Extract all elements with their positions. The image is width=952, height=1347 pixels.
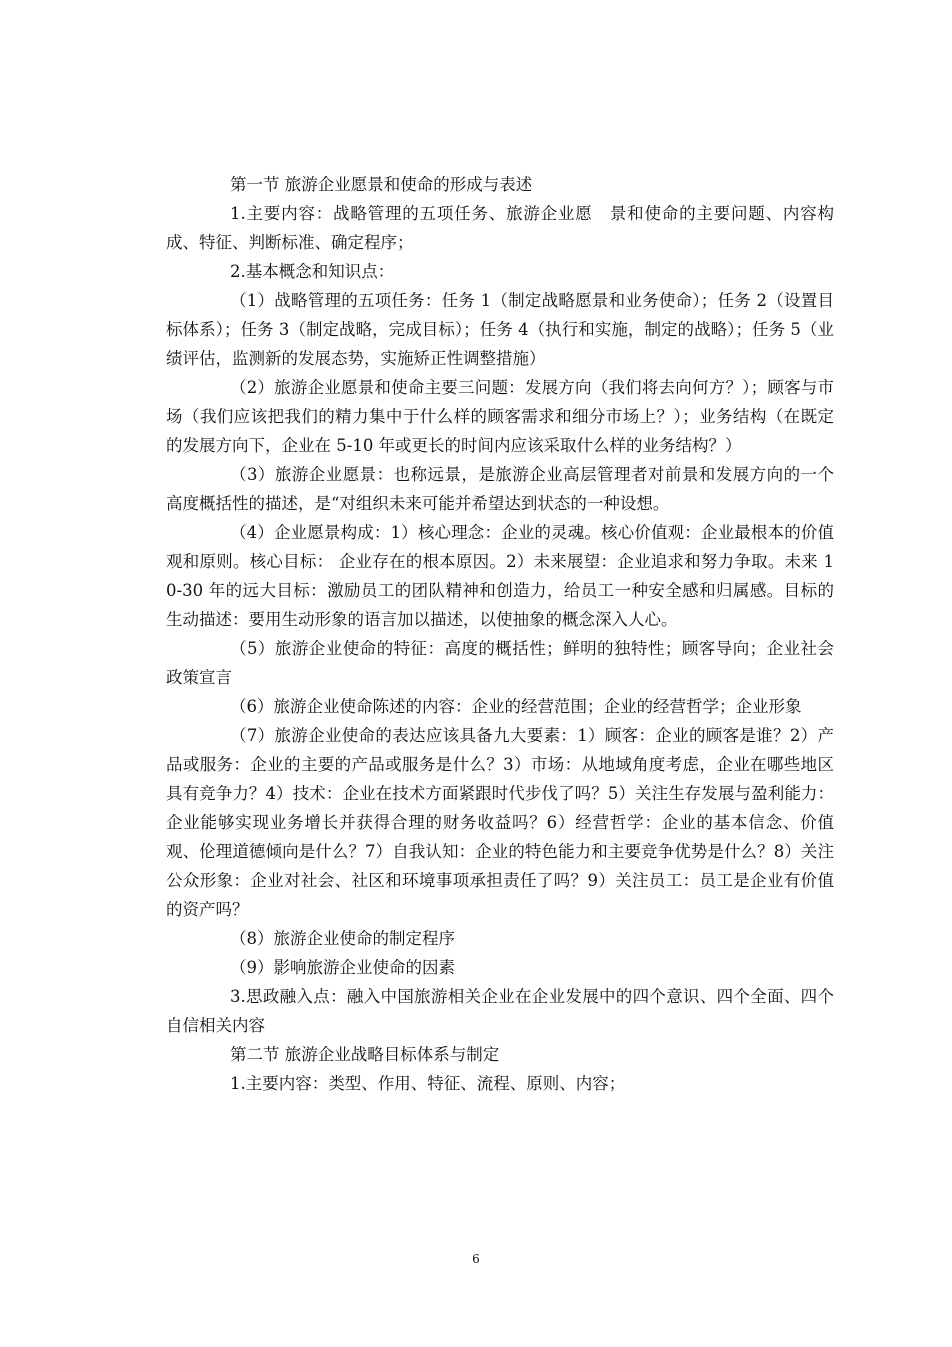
list-item-9: （9）影响旅游企业使命的因素 (230, 958, 455, 977)
paragraph-ideology: 3.思政融入点：融入中国旅游相关企业在企业发展中的四个意识、四个全面、四个自信相关内容 (166, 987, 834, 1035)
page-number: 6 (472, 1252, 480, 1266)
paragraph-main-content: 1.主要内容：战略管理的五项任务、旅游企业愿 景和使命的主要问题、内容构成、特征、判断标准、确定程序； (166, 204, 834, 252)
list-item-8: （8）旅游企业使命的制定程序 (230, 929, 455, 948)
list-item-7: （7）旅游企业使命的表达应该具备九大要素：1）顾客：企业的顾客是谁？2）产品或服务：企业的主要的产品或服务是什么？3）市场：从地域角度考虑，企业在哪些地区具有竞争力？4）技术：企业在技术方面紧跟时代步伐了吗？5）关注生存发展与盈利能力：企业能够实现业务增长并获得合理的财务收益吗？6）经营哲学：企业的基本信念、价值观、伦理道德倾向是什么？7）自我认知：企业的特色能力和主要竞争优势是什么？8）关注公众形象：企业对社会、社区和环境事项承担责任了吗？9）关注员工：员工是企业有价值的资产吗？ (166, 726, 834, 919)
section-heading-1: 第一节 旅游企业愿景和使命的形成与表述 (230, 175, 533, 194)
page-body (166, 170, 834, 1098)
list-item-6: （6）旅游企业使命陈述的内容：企业的经营范围；企业的经营哲学；企业形象 (230, 697, 802, 716)
list-item-1: （1）战略管理的五项任务：任务 1（制定战略愿景和业务使命）；任务 2（设置目标体系）；任务 3（制定战略，完成目标）；任务 4（执行和实施，制定的战略）；任务 5（业绩评估，监测新的发展态势，实施矫正性调整措施） (166, 291, 834, 368)
list-item-4: （4）企业愿景构成：1）核心理念：企业的灵魂。核心价值观：企业最根本的价值观和原则。核心目标： 企业存在的根本原因。2）未来展望：企业追求和努力争取。未来 10-30 年的远大目标：激励员工的团队精神和创造力，给员工一种安全感和归属感。目标的生动描述：要用生动形象的语言加以描述，以使抽象的概念深入人心。 (166, 523, 834, 629)
list-item-5: （5）旅游企业使命的特征：高度的概括性；鲜明的独特性；顾客导向；企业社会政策宣言 (166, 639, 834, 687)
section-heading-2: 第二节 旅游企业战略目标体系与制定 (230, 1045, 500, 1064)
paragraph-basic-concepts: 2.基本概念和知识点： (230, 262, 395, 281)
list-item-2: （2）旅游企业愿景和使命主要三问题：发展方向（我们将去向何方？）；顾客与市场（我们应该把我们的精力集中于什么样的顾客需求和细分市场上？）；业务结构（在既定的发展方向下，企业在 5-10 年或更长的时间内应该采取什么样的业务结构？） (166, 378, 834, 455)
list-item-3: （3）旅游企业愿景：也称远景，是旅游企业高层管理者对前景和发展方向的一个高度概括性的描述，是“对组织未来可能并希望达到状态的一种设想。 (166, 465, 834, 513)
paragraph-main-content-2: 1.主要内容：类型、作用、特征、流程、原则、内容； (230, 1074, 626, 1093)
